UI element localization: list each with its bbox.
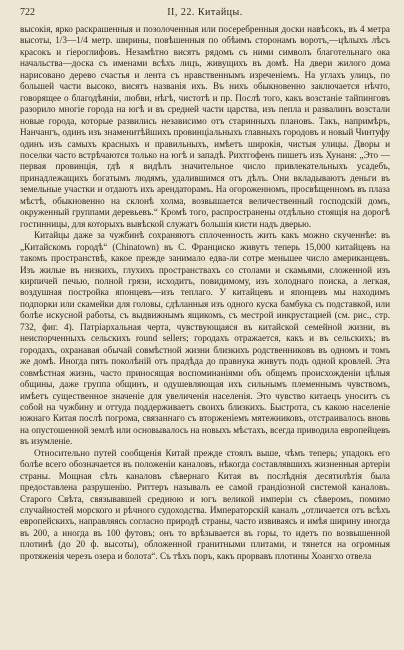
paragraph: высокія, ярко раскрашенныя и позолоченныя или посеребренныя доски навѣсокъ, въ 4 метра высоты, 1/3—1/4 метр. ширины, повѣшенныя по обѣимъ сторонамъ воротъ,—цѣлыхъ лѣсъ красокъ и гіероглифовъ. Незамѣтно висятъ рядомъ съ ними символъ благотельнаго ока начальства—доска съ именами всѣхъ лицъ, живущихъ въ домѣ. На двери жилого дома нарисовано дерево счастья и лента съ нравственнымъ изреченіемъ. На углахъ улицъ, по большей части высоко, висятъ названія ихъ. Въ нихъ обыкновенно заключается нѣчто, говорящее о благодѣяніи, любви, нѣгѣ, чистотѣ и пр. Послѣ того, какъ возстаніе тайпинговъ разорило многіе города на югѣ и въ средней части царства, изъ пепла и развалинъ возстали новые города, которые развились независимо отъ старинныхъ плановъ. Такъ, напримѣръ, Нанчангъ, одинъ изъ знаменитѣйшихъ провинціальныхъ главныхъ городовъ и новый Чинтуфу одинъ изъ самыхъ красныхъ и правильныхъ, имѣетъ широкія, чистыя улицы. Дворы и поселки часто встрѣчаются только на югѣ и западѣ. Рихтгофенъ пишетъ изъ Хунаня: „Это — первая провинція, гдѣ я видѣлъ значительное число привлекательныхъ усадебъ, принадлежащихъ богатымъ людямъ, удалившимся отъ дѣлъ. Они вкладываютъ деньги въ земельные участки и отдаютъ ихъ арендаторамъ. На огороженномъ, просвѣщенномъ въ плаза мѣстѣ, обыкновенно на склонѣ холма, возвышается величественный господскій домъ, окруженный группами деревьевъ.“ Кромѣ того, распространены отдѣльно стоящія на дорогѣ гостинницы, для которыхъ вывѣской служатъ большія кисти надъ дверью.	[20, 24, 390, 229]
page-header	[20, 6, 390, 20]
running-head: II, 22. Китайцы.	[167, 7, 243, 18]
paragraph: Китайцы даже за чужбинѣ сохраняютъ сплоченность жить какъ можно скученнѣе: въ „Китайскомъ городѣ“ (Chinatown) въ С. Франциско живутъ теперь 15,000 китайцевъ на такомъ пространствѣ, какое прежде занимало едва-ли сотре меньшее число американцевъ. Изъ жилые въ низкихъ, глухихъ пространствахъ со столами и скамьями, сложенной изъ кирпичей печью, полной грязи, исходитъ, повидимому, изъ холоднаго поиска, а легкая, воздушная постройка японцевъ—изъ теплаго. У китайцевъ и японцевъ мы находимъ подпорки или скамейки для головы, сдѣланныя изъ одного куска бамбука съ подставкой, или болѣе искусной работы, съ выдвижнымъ ящикомъ, съ местрой инкрустацией (см. рис., стр. 732, фиг. 4). Патріархальная черта, чувствующаяся въ китайской семейной жизни, въ неиспорченныхъ сельскихъ round sellers; городахъ отражается, какъ и въ сельскихъ; въ городахъ, охранавая обычай совмѣстной жизни близкихъ родственниковъ въ одномъ и томъ же домѣ. Иногда пять поколѣній отъ прадѣда до правнука живутъ подъ одной кровлей. Эта совмѣстная жизнь, часто приносящая воспоминаніями объ общемъ происхожденіи цѣлыя общины, даже группа общинъ, и одушевляющая ихъ сильнымъ племеннымъ чувствомъ, имѣетъ существенное значеніе для увеличенія населенія. Это чувство китаецъ уноситъ съ собой на чужбину и оттуда поддерживаетъ своихъ близкихъ. Быстрота, съ какою населеніе южнаго Китая послѣ погрома, связаннаго съ вторженіемъ мятежниковъ, отстраивалось вновь на опустошенной землѣ или основывалось на новыхъ мѣстахъ, всегда приводила европейцевъ въ изумленіе.	[20, 230, 390, 447]
page-number: 722	[20, 7, 35, 18]
paragraph: Относительно путей сообщенія Китай прежде стоялъ выше, чѣмъ теперь; упадокъ его болѣе всего обозначается въ положеніи каналовъ, нѣкогда составлявшихъ жизненныя артеріи страны. Мощная сѣть каналовъ сѣвернаго Китая въ послѣднія десятилѣтія была предоставлена разрушенію. Риттеръ называлъ ее самой грандіозной системой каналовъ. Старого Свѣта, связывавшей среднюю и югъ великой имперіи съ сѣверомъ, помимо случайностей морского и рѣчного судоходства. Императорскій каналъ „отличается отъ всѣхъ европейскихъ, направляясь согласно природѣ страны, часто извиваясь и имѣя ширину иногда въ 200, а иногда въ 100 футовъ; онъ то врѣзывается въ горы, то идетъ по возвышенной плотинѣ (до 20 ф. высоты), обложенной гранитными плитами, и тянется на огромныя протяженія черезъ озера и болота“. Съ тѣхъ поръ, какъ прорвавъ плотины Хоангхо отвела	[20, 447, 390, 561]
body-text	[20, 24, 390, 562]
